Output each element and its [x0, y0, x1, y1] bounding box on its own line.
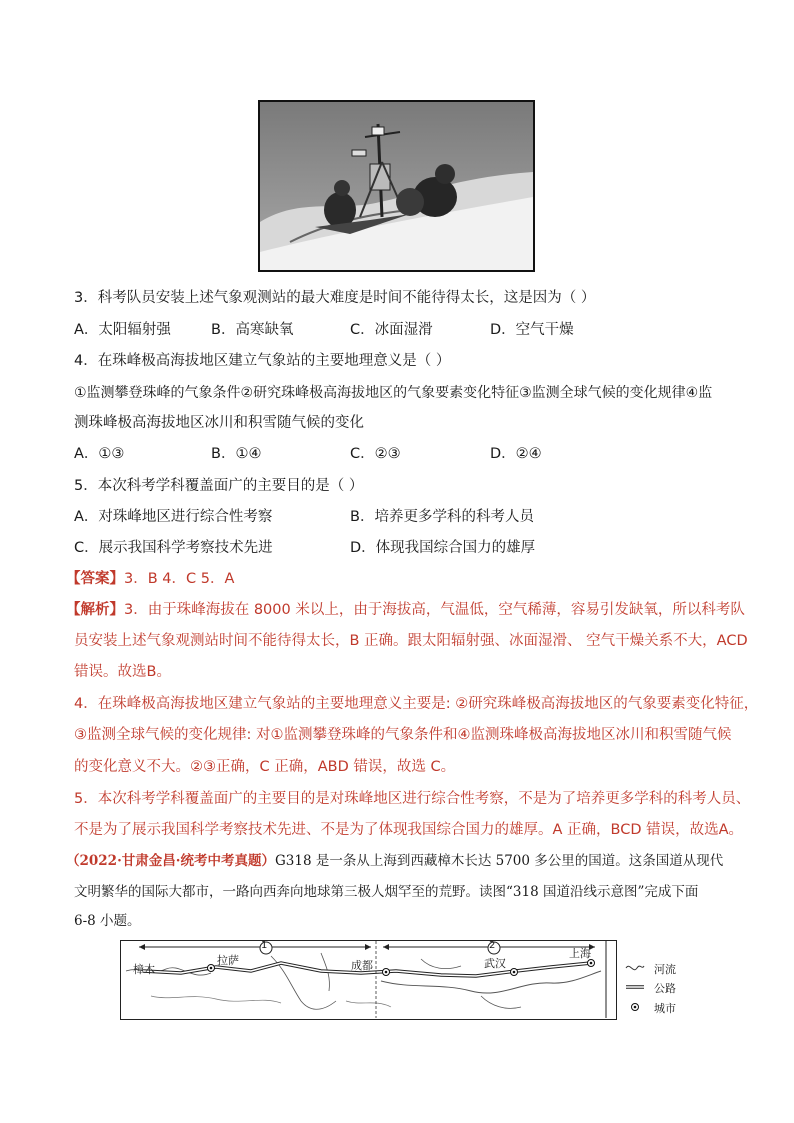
analysis-line-1 [66, 600, 745, 620]
analysis-line-6: 的变化意义不大。②③正确，C 正确，ABD 错误，故选 C。 [74, 759, 456, 775]
answer-line [66, 569, 234, 589]
q4-option-c[interactable]: C．②③ [350, 446, 401, 462]
g318-route-map [120, 940, 617, 1020]
q4-option-d[interactable]: D．②④ [490, 446, 542, 462]
analysis-tag: 【解析】 [66, 602, 124, 618]
q5-option-b[interactable]: B．培养更多学科的科考人员 [350, 509, 534, 525]
analysis-line-5: ③监测全球气候的变化规律: 对①监测攀登珠峰的气象条件和④监测珠峰极高海拔地区冰川和积雪随气候 [74, 727, 732, 743]
answer-text: 3．B 4．C 5．A [124, 571, 235, 587]
analysis-line-4: 4．在珠峰极高海拔地区建立气象站的主要地理意义主要是: ②研究珠峰极高海拔地区的气象要素变化特征， [74, 696, 759, 712]
city-zhangmu: 樟木 [133, 963, 155, 976]
analysis-line-7: 5．本次科考学科覆盖面广的主要目的是对珠峰地区进行综合性考察，不是为了培养更多学科的科考人员、 [74, 791, 751, 807]
legend-symbols [624, 960, 646, 1020]
q5-option-a[interactable]: A．对珠峰地区进行综合性考察 [74, 509, 273, 525]
legend-city-label: 城市 [654, 1002, 676, 1015]
analysis-line-3: 错误。故选B。 [74, 664, 171, 680]
q5-option-c[interactable]: C．展示我国科学考察技术先进 [74, 540, 273, 556]
analysis-line-8: 不是为了展示我国科学考察技术先进、不是为了体现我国综合国力的雄厚。A 正确，BCD 错误，故选A。 [74, 822, 744, 838]
q4-statements-line1: ①监测攀登珠峰的气象条件②研究珠峰极高海拔地区的气象要素变化特征③监测全球气候的变化规律④监 [74, 385, 713, 401]
q3-option-d[interactable]: D．空气干燥 [490, 322, 574, 338]
q4-statements-line2: 测珠峰极高海拔地区冰川和积雪随气候的变化 [74, 415, 364, 431]
legend-road-label: 公路 [654, 982, 676, 995]
q5-option-d[interactable]: D．体现我国综合国力的雄厚 [350, 540, 536, 556]
segment-1-label: 1 [261, 940, 268, 951]
city-shanghai: 上海 [569, 947, 591, 960]
q3-option-a[interactable]: A．太阳辐射强 [74, 322, 171, 338]
legend-river-icon [626, 966, 644, 970]
source-line-3: 6-8 小题。 [74, 913, 141, 929]
q4-option-a[interactable]: A．①③ [74, 446, 125, 462]
analysis-text-1: 3．由于珠峰海拔在 8000 米以上，由于海拔高，气温低，空气稀薄，容易引发缺氧，所以科考队 [124, 602, 745, 618]
weather-station-photo [258, 100, 535, 272]
q3-option-c[interactable]: C．冰面湿滑 [350, 322, 433, 338]
city-wuhan: 武汉 [484, 957, 506, 970]
legend-river-label: 河流 [654, 963, 676, 976]
q4-option-b[interactable]: B．①④ [211, 446, 262, 462]
q4-stem: 4．在珠峰极高海拔地区建立气象站的主要地理意义是（ ） [74, 353, 451, 369]
answer-tag: 【答案】 [66, 571, 124, 587]
city-lhasa: 拉萨 [217, 954, 239, 967]
q3-option-b[interactable]: B．高寒缺氧 [211, 322, 294, 338]
map-legend [624, 960, 694, 1020]
analysis-line-2: 员安装上述气象观测站时间不能待得太长，B 正确。跟太阳辐射强、冰面湿滑、 空气干燥关系不大，ACD [74, 633, 748, 649]
source-line-1 [66, 851, 723, 871]
source-text-1: G318 是一条从上海到西藏樟木长达 5700 多公里的国道。这条国道从现代 [274, 853, 724, 869]
source-line-2: 文明繁华的国际大都市，一路向西奔向地球第三极人烟罕至的荒野。读图“318 国道沿线示意图”完成下面 [74, 884, 699, 900]
source-tag: （2022·甘肃金昌·统考中考真题） [66, 853, 275, 869]
segment-2-label: 2 [489, 940, 496, 951]
q5-stem: 5．本次科考学科覆盖面广的主要目的是（ ） [74, 478, 364, 494]
q3-stem: 3．科考队员安装上述气象观测站的最大难度是时间不能待得太长，这是因为（ ） [74, 290, 596, 306]
city-chengdu: 成都 [351, 959, 373, 972]
